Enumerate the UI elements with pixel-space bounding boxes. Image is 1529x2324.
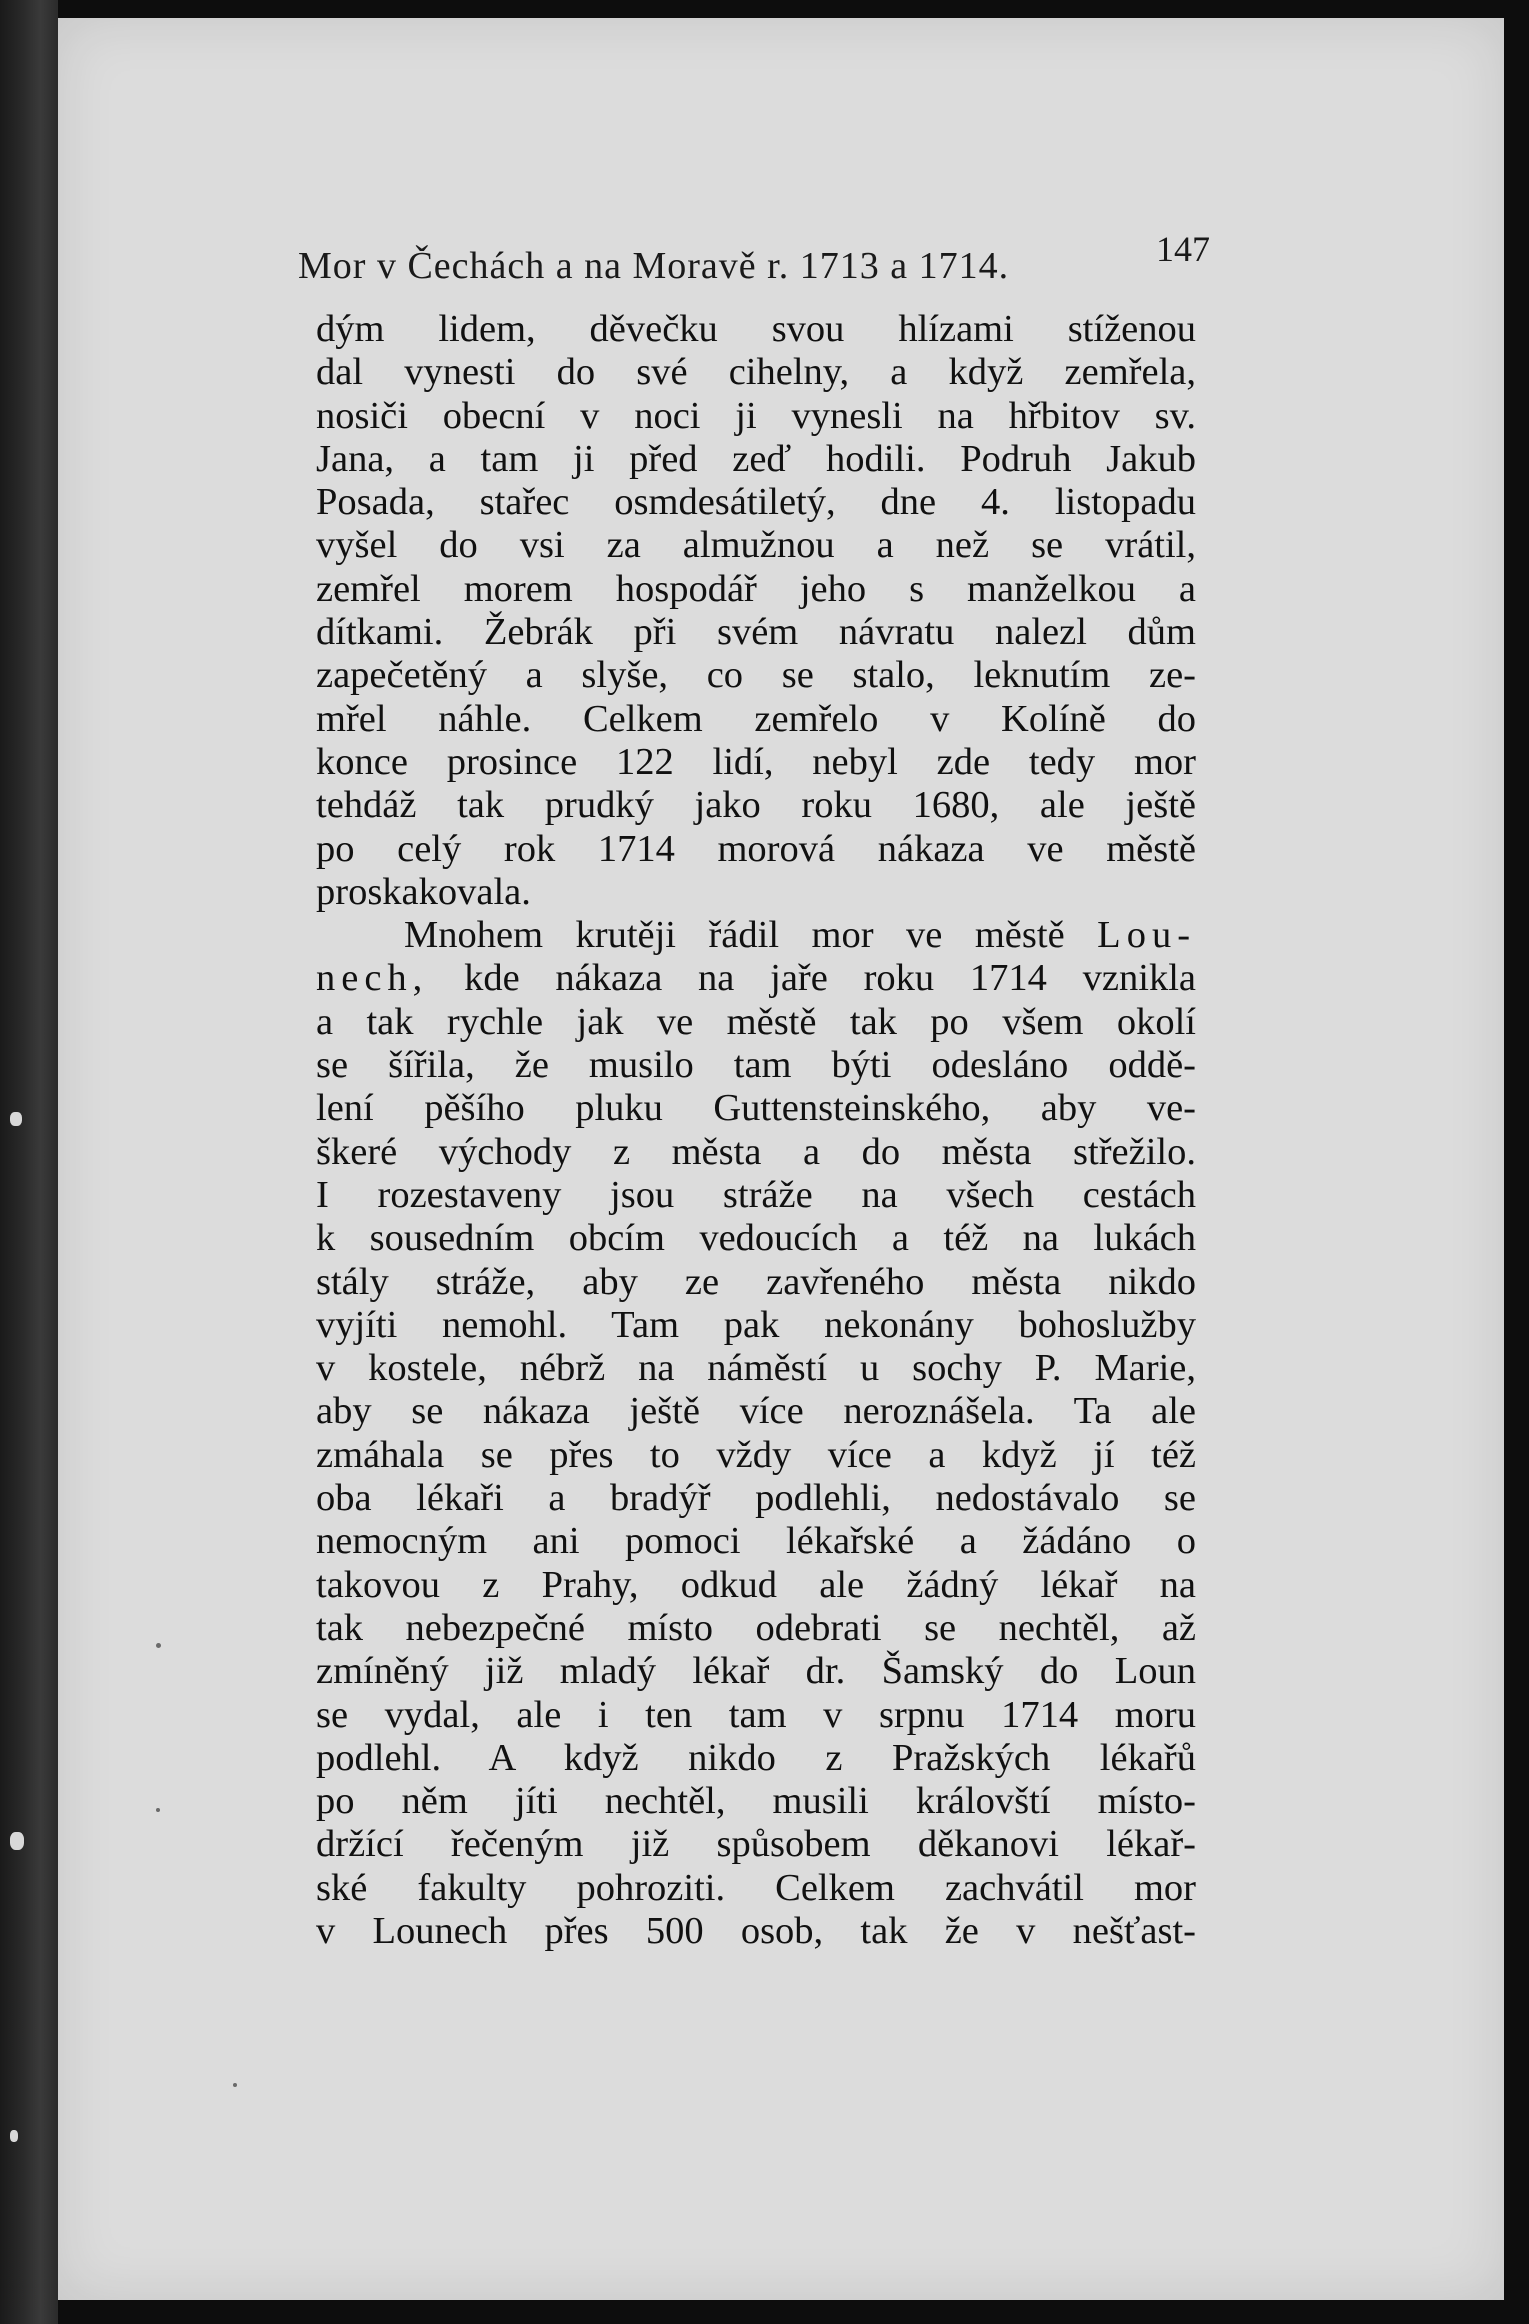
text-line: nemocným ani pomoci lékařské a žádáno o <box>316 1520 1196 1563</box>
paragraph-1 <box>316 308 1196 914</box>
paragraph-2-lines <box>316 1001 1196 1954</box>
text-line: proskakovala. <box>316 870 531 913</box>
text-line: po celý rok 1714 morová nákaza ve městě <box>316 827 1196 870</box>
text-line: vyšel do vsi za almužnou a než se vrátil, <box>316 524 1196 567</box>
text-line: Mnohem krutěji řádil mor ve městě Lou- <box>404 914 1196 957</box>
page-number: 147 <box>1156 229 1210 269</box>
text-line: zapečetěný a slyše, co se stalo, leknutím ze- <box>316 654 1196 697</box>
text-line: v kostele, nébrž na náměstí u sochy P. Marie, <box>316 1347 1196 1390</box>
text-line: mřel náhle. Celkem zemřelo v Kolíně do <box>316 697 1196 740</box>
running-head <box>258 208 1258 288</box>
text-line: lení pěšího pluku Guttensteinského, aby ve- <box>316 1087 1196 1130</box>
text-line: Jana, a tam ji před zeď hodili. Podruh Jakub <box>316 437 1196 480</box>
paper-speck <box>156 1808 160 1812</box>
text-line: nech, kde nákaza na jaře roku 1714 vznikla <box>316 957 1196 1000</box>
edge-speck <box>10 1112 22 1126</box>
text-line: k sousedním obcím vedoucích a též na lukách <box>316 1217 1196 1260</box>
text-line: Posada, stařec osmdesátiletý, dne 4. listopadu <box>316 481 1196 524</box>
text-line: stály stráže, aby ze zavřeného města nikdo <box>316 1260 1196 1303</box>
paragraph-2 <box>316 914 1196 1953</box>
text-line: oba lékaři a bradýř podlehli, nedostávalo se <box>316 1477 1196 1520</box>
text-line: zmíněný již mladý lékař dr. Šamský do Loun <box>316 1650 1196 1693</box>
text-line: aby se nákaza ještě více neroznášela. Ta ale <box>316 1390 1196 1433</box>
page-content <box>258 208 1258 1952</box>
text-line: zmáhala se přes to vždy více a když jí též <box>316 1433 1196 1476</box>
text-line: podlehl. A když nikdo z Pražských lékařů <box>316 1736 1196 1779</box>
text-line: a tak rychle jak ve městě tak po všem okolí <box>316 1000 1196 1043</box>
book-page <box>58 18 1504 2300</box>
paper-speck <box>233 2083 237 2087</box>
text-line: tehdáž tak prudký jako roku 1680, ale ještě <box>316 784 1196 827</box>
text-line: dým lidem, děvečku svou hlízami stíženou <box>316 308 1196 350</box>
text-line: po něm jíti nechtěl, musili královští místo- <box>316 1780 1196 1823</box>
text-line: se vydal, ale i ten tam v srpnu 1714 moru <box>316 1693 1196 1736</box>
text-line: nosiči obecní v noci ji vynesli na hřbitov sv. <box>316 394 1196 437</box>
text-line: takovou z Prahy, odkud ale žádný lékař na <box>316 1563 1196 1606</box>
text-line: tak nebezpečné místo odebrati se nechtěl, až <box>316 1606 1196 1649</box>
text-line: I rozestaveny jsou stráže na všech cestách <box>316 1173 1196 1216</box>
text-line: se šířila, že musilo tam býti odesláno oddě- <box>316 1044 1196 1087</box>
text-line: dal vynesti do své cihelny, a když zemřela, <box>316 351 1196 394</box>
text-line: vyjíti nemohl. Tam pak nekonány bohoslužby <box>316 1303 1196 1346</box>
text-line: konce prosince 122 lidí, nebyl zde tedy mor <box>316 740 1196 783</box>
text-line: v Lounech přes 500 osob, tak že v nešťast- <box>316 1909 1196 1952</box>
edge-speck <box>10 1832 24 1850</box>
edge-speck <box>10 2130 18 2142</box>
body-text <box>316 308 1196 1953</box>
paper-speck <box>156 1643 161 1648</box>
running-head-title: Mor v Čechách a na Moravě r. 1713 a 1714. <box>298 245 1010 287</box>
text-line: ské fakulty pohroziti. Celkem zachvátil mor <box>316 1866 1196 1909</box>
text-line: držící řečeným již spůsobem děkanovi lékař- <box>316 1823 1196 1866</box>
text-line: zemřel morem hospodář jeho s manželkou a <box>316 567 1196 610</box>
text-line: dítkami. Žebrák při svém návratu nalezl dům <box>316 611 1196 654</box>
text-line: škeré východy z města a do města střežilo. <box>316 1130 1196 1173</box>
book-spine-edge <box>0 0 58 2324</box>
